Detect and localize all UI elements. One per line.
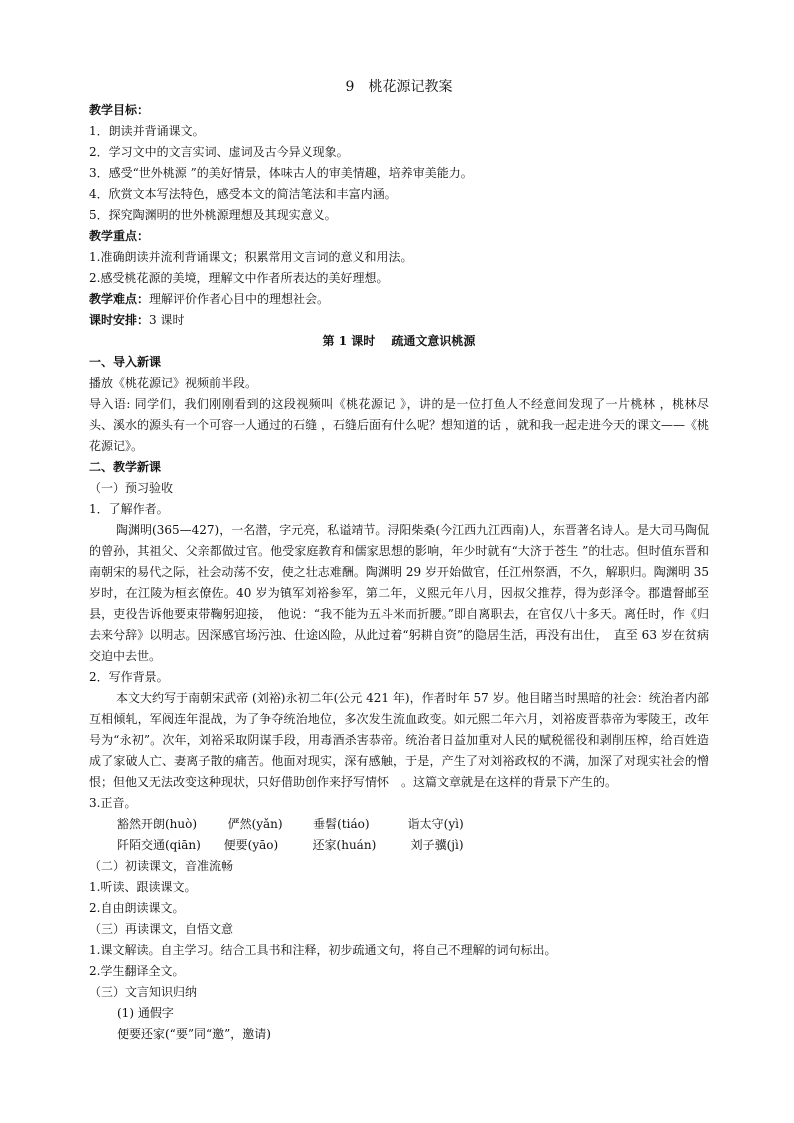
subsection-heading: （一）预习验收 <box>89 481 174 495</box>
document-page <box>89 76 709 1045</box>
body-line: 1.课文解读。自主学习。结合工具书和注释，初步疏通文句，将自己不理解的词句标出。 <box>89 943 557 957</box>
section-heading: 一、导入新课 <box>89 355 162 369</box>
goal-item: 4．欣赏文本写法特色，感受本文的简洁笔法和丰富内涵。 <box>89 187 397 201</box>
pinyin-row <box>89 835 709 856</box>
goal-item: 5．探究陶渊明的世外桃源理想及其现实意义。 <box>89 208 337 222</box>
goal-item: 3．感受“世外桃源 ”的美好情景，体味古人的审美情趣，培养审美能力。 <box>89 166 473 180</box>
pinyin-word: 还家(huán) <box>312 838 377 852</box>
schedule-text: 3 课时 <box>149 313 185 327</box>
body-line: 2.自由朗读课文。 <box>89 901 185 915</box>
difficulty-text: 理解评价作者心目中的理想社会。 <box>149 292 330 306</box>
goal-item: 1．朗读并背诵课文。 <box>89 124 205 138</box>
body-line: 1.听读、跟读课文。 <box>89 880 197 894</box>
difficulty-line <box>89 289 709 310</box>
key-points-heading: 教学重点： <box>89 229 150 243</box>
intro-paragraph: 导入语: 同学们，我们刚刚看到的这段视频叫《桃花源记 》，讲的是一位打鱼人不经意间发现了一片桃林 ，桃林尽头、溪水的源头有一个可容一人通过的石缝 ，石缝后面有什么呢？想知道的话 ，就和我一起走进今天的课文——《桃花源记》。 <box>89 397 709 453</box>
goals-heading: 教学目标： <box>89 103 150 117</box>
section-heading: 二、教学新课 <box>89 460 162 474</box>
key-point-item: 1.准确朗读并流利背诵课文；积累常用文言词的意义和用法。 <box>89 250 413 264</box>
subsection-heading: （二）初读课文，音准流畅 <box>89 859 234 873</box>
lesson-title: 第 1 课时 疏通文意识桃源 <box>322 334 476 348</box>
pinyin-word: 豁然开朗(huò) <box>117 817 198 831</box>
pinyin-word: 阡陌交通(qiān) <box>117 838 201 852</box>
item-heading: 1．了解作者。 <box>89 502 169 516</box>
goal-item: 2．学习文中的文言实词、虚词及古今异义现象。 <box>89 145 349 159</box>
subsection-heading: （三）再读课文，自悟文意 <box>89 922 234 936</box>
pinyin-word: 诣太守(yì) <box>407 817 464 831</box>
schedule-label: 课时安排： <box>89 313 150 327</box>
body-line: 便要还家(“要”同“邀”，邀请) <box>117 1027 271 1041</box>
subsection-heading: （三）文言知识归纳 <box>89 985 198 999</box>
body-line: (1) 通假字 <box>117 1006 174 1020</box>
pinyin-word: 便要(yāo) <box>223 838 279 852</box>
body-line: 2.学生翻译全文。 <box>89 964 185 978</box>
key-point-item: 2.感受桃花源的美境，理解文中作者所表达的美好理想。 <box>89 271 389 285</box>
item-heading: 3.正音。 <box>89 796 137 810</box>
pinyin-row <box>89 814 709 835</box>
difficulty-label: 教学难点： <box>89 292 150 306</box>
schedule-line <box>89 310 709 331</box>
pinyin-word: 俨然(yǎn) <box>227 817 283 831</box>
author-paragraph: 陶渊明(365—427)，一名潜，字元亮，私谥靖节。浔阳柴桑(今江西九江西南)人，东晋著名诗人。是大司马陶侃的曾孙，其祖父、父亲都做过官。他受家庭教育和儒家思想的影响，年少时就有“大济于苍生 ”的壮志。但时值东晋和南朝宋的易代之际，社会动荡不安，使之壮志难酬。陶渊明 29 岁开始做官，任江州祭酒，不久，解职归。陶渊明 35 岁时，在江陵为桓玄僚佐。40 岁为镇军刘裕参军，第二年，义熙元年八月，因叔父推荐，得为彭泽令。郡遣督邮至县，吏役告诉他要束带鞠躬迎接， 他说：“我不能为五斗米而折腰。”即自离职去，在官仅八十多天。离任时，作《归去来兮辞》以明志。因深感官场污浊、仕途凶险，从此过着“躬耕自资”的隐居生活，再没有出仕， 直至 63 岁在贫病交迫中去世。 <box>89 523 709 663</box>
background-paragraph: 本文大约写于南朝宋武帝 (刘裕)永初二年(公元 421 年)，作者时年 57 岁。他目睹当时黑暗的社会：统治者内部互相倾轧，军阀连年混战，为了争夺统治地位，多次发生流血政变。如元熙二年六月，刘裕废晋恭帝为零陵王，改年号为“永初”。次年，刘裕采取阴谋手段，用毒酒杀害恭帝。统治者日益加重对人民的赋税徭役和剥削压榨，给百姓造成了家破人亡、妻离子散的痛苦。他面对现实，深有感触，于是，产生了对刘裕政权的不满，加深了对现实社会的憎恨；但他又无法改变这种现状，只好借助创作来抒写情怀 。这篇文章就是在这样的背景下产生的。 <box>89 691 709 789</box>
pinyin-word: 垂髫(tiáo) <box>313 817 370 831</box>
pinyin-word: 刘子骥(jì) <box>410 838 464 852</box>
item-heading: 2．写作背景。 <box>89 670 169 684</box>
body-line: 播放《桃花源记》视频前半段。 <box>89 376 258 390</box>
page-title: 9 桃花源记教案 <box>345 79 453 95</box>
